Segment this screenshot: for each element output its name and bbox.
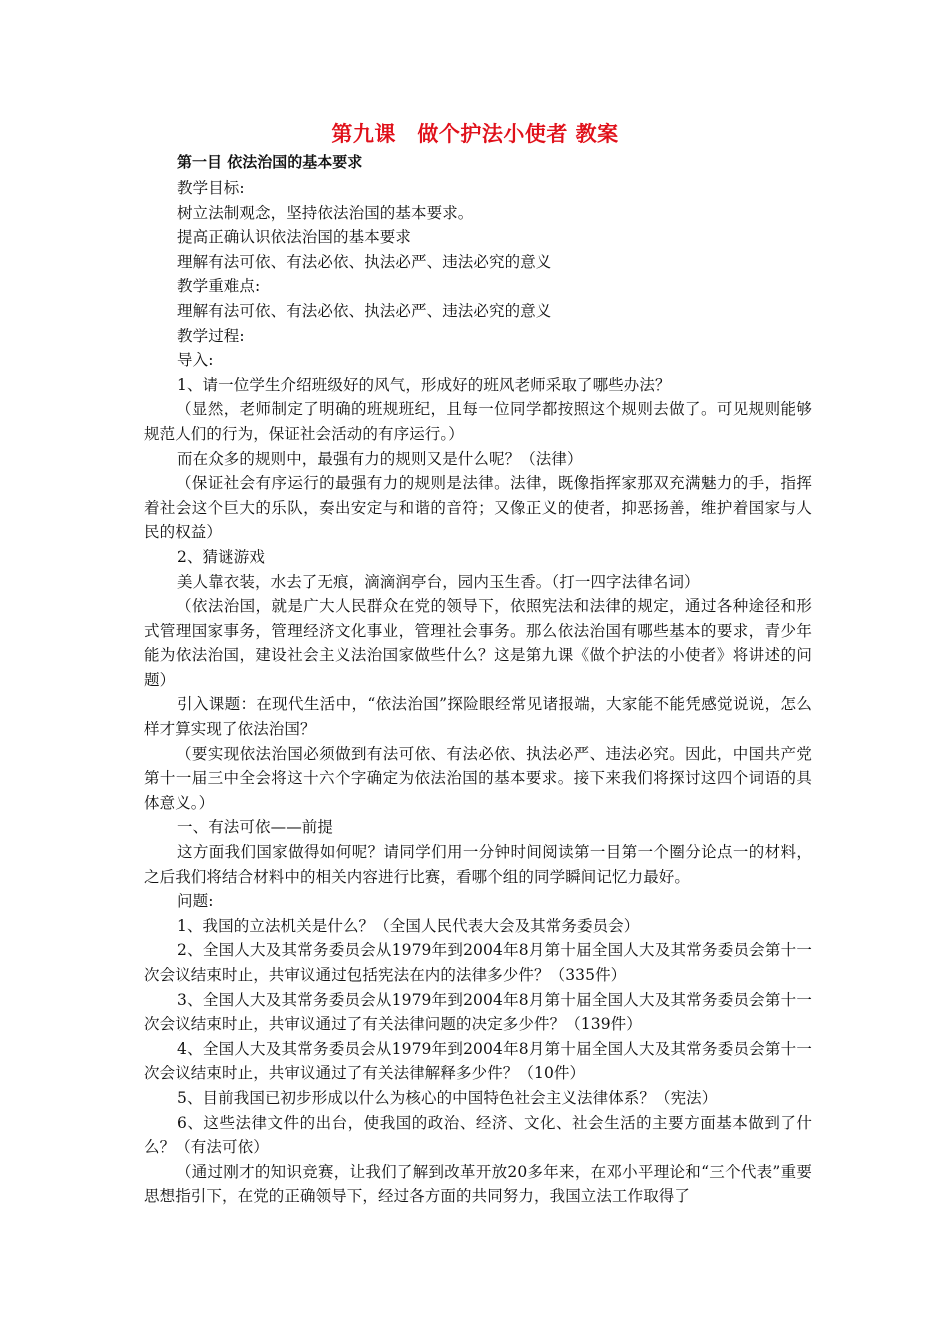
question-item: 5、目前我国已初步形成以什么为核心的中国特色社会主义法律体系？（宪法）	[177, 1088, 718, 1107]
paragraph: 2、猜谜游戏	[177, 547, 265, 566]
question-item: 2、全国人大及其常务委员会从1979年到2004年8月第十届全国人大及其常务委员会第十一次会议结束时止，共审议通过包括宪法在内的法律多少件？（335件）	[144, 941, 812, 984]
lesson-title: 第九课 做个护法小使者 教案	[331, 122, 619, 146]
paragraph-process-heading: 教学过程:	[177, 326, 245, 345]
paragraph: （要实现依法治国必须做到有法可依、有法必依、执法必严、违法必究。因此，中国共产党第十一届三中全会将这十六个字确定为依法治国的基本要求。接下来我们将探讨这四个词语的具体意义。）	[144, 744, 812, 812]
paragraph-section-heading: 一、有法可依——前提	[177, 818, 334, 837]
paragraph: 理解有法可依、有法必依、执法必严、违法必究的意义	[177, 301, 552, 320]
paragraph: 提高正确认识依法治国的基本要求	[177, 228, 412, 247]
paragraph: 这方面我们国家做得如何呢？请同学们用一分钟时间阅读第一目第一个圈分论点一的材料，之后我们将结合材料中的相关内容进行比赛，看哪个组的同学瞬间记忆力最好。	[144, 843, 812, 886]
question-item: 1、我国的立法机关是什么？（全国人民代表大会及其常务委员会）	[177, 916, 640, 935]
question-item: 6、这些法律文件的出台，使我国的政治、经济、文化、社会生活的主要方面基本做到了什么？（有法可依）	[144, 1113, 812, 1157]
question-item: 3、全国人大及其常务委员会从1979年到2004年8月第十届全国人大及其常务委员会第十一次会议结束时止，共审议通过了有关法律问题的决定多少件？（139件）	[144, 990, 812, 1034]
paragraph: 1、请一位学生介绍班级好的风气，形成好的班风老师采取了哪些办法？	[177, 375, 671, 394]
question-item: 4、全国人大及其常务委员会从1979年到2004年8月第十届全国人大及其常务委员会第十一次会议结束时止，共审议通过了有关法律解释多少件？（10件）	[144, 1039, 812, 1083]
paragraph: （显然，老师制定了明确的班规班纪，且每一位同学都按照这个规则去做了。可见规则能够规范人们的行为，保证社会活动的有序运行。）	[144, 400, 812, 443]
document-body	[144, 176, 812, 1209]
paragraph-objectives-heading: 教学目标:	[177, 179, 245, 197]
paragraph-keypoints-heading: 教学重难点:	[177, 277, 261, 296]
paragraph: 引入课题：在现代生活中，“依法治国”探险眼经常见诸报端，大家能不能凭感觉说说，怎么样才算实现了依法治国？	[144, 695, 812, 739]
paragraph: （通过刚才的知识竞赛，让我们了解到改革开放20多年来，在邓小平理论和“三个代表”重要思想指引下，在党的正确领导下，经过各方面的共同努力，我国立法工作取得了	[144, 1162, 812, 1206]
paragraph: （依法治国，就是广大人民群众在党的领导下，依照宪法和法律的规定，通过各种途径和形式管理国家事务，管理经济文化事业，管理社会事务。那么依法治国有哪些基本的要求，青少年能为依法治国，建设社会主义法治国家做些什么？这是第九课《做个护法的小使者》将讲述的问题）	[144, 597, 812, 689]
paragraph: 理解有法可依、有法必依、执法必严、违法必究的意义	[177, 252, 552, 271]
paragraph-questions-heading: 问题:	[177, 892, 214, 911]
paragraph: （保证社会有序运行的最强有力的规则是法律。法律，既像指挥家那双充满魅力的手，指挥着社会这个巨大的乐队，奏出安定与和谐的音符；又像正义的使者，抑恶扬善，维护着国家与人民的权益）	[144, 474, 812, 542]
section-heading: 第一目 依法治国的基本要求	[177, 153, 363, 171]
paragraph: 美人靠衣装，水去了无痕，滴滴润亭台，园内玉生香。（打一四字法律名词）	[177, 572, 700, 591]
paragraph: 而在众多的规则中，最强有力的规则又是什么呢？（法律）	[177, 449, 583, 468]
paragraph: 树立法制观念，坚持依法治国的基本要求。	[177, 203, 474, 222]
paragraph-intro-heading: 导入:	[177, 351, 214, 370]
